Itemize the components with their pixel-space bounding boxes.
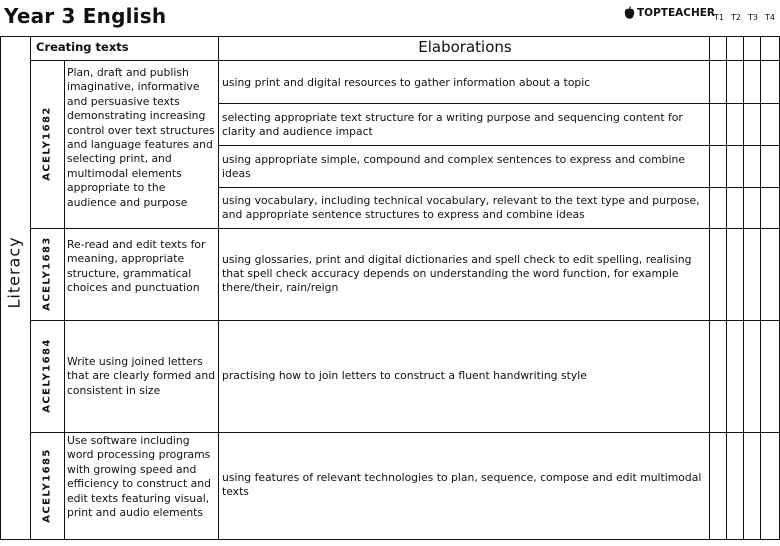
elaborations-heading: Elaborations (418, 38, 512, 56)
row-divider (30, 432, 780, 433)
description-column-divider (218, 36, 219, 540)
content-code: ACELY1684 (41, 338, 53, 413)
elaboration-column-divider (709, 36, 710, 540)
elaboration-text: selecting appropriate text structure for a writing purpose and sequencing content for clarity and audience impact (222, 111, 683, 138)
content-code: ACELY1683 (41, 236, 53, 311)
term-divider-1 (726, 36, 727, 540)
elaboration-divider (218, 103, 780, 104)
elaboration-text: using features of relevant technologies to plan, sequence, compose and edit multimodal texts (222, 471, 702, 498)
elaboration-divider (218, 187, 780, 188)
apple-icon (624, 6, 635, 20)
term-label-t4: T4 (765, 13, 775, 22)
term-label-t3: T3 (748, 13, 758, 22)
elaboration-text: using vocabulary, including technical vocabulary, relevant to the text type and purpose, and appropriate sentence structures to express and combine ideas (222, 194, 700, 221)
brand-logo (624, 6, 715, 20)
content-description: Plan, draft and publish imaginative, informative and persuasive texts demonstrating increasing control over text structures and language features and selecting print, and multimodal elements appropriate to the audience and purpose (67, 66, 215, 209)
content-code: ACELY1682 (41, 106, 53, 181)
strand-label: Literacy (4, 236, 24, 309)
term-divider-2 (743, 36, 744, 540)
content-description: Use software including word processing programs with growing speed and efficiency to construct and edit texts featuring visual, print and audio elements (67, 434, 211, 520)
term-label-t2: T2 (731, 13, 741, 22)
elaboration-text: using glossaries, print and digital dictionaries and spell check to edit spelling, realising that spell check accuracy depends on understanding the word function, for example there/their, rain/reign (222, 253, 692, 294)
logo-text: TOPTEACHER (637, 7, 715, 19)
elaboration-text: using appropriate simple, compound and complex sentences to express and combine ideas (222, 153, 685, 180)
content-description: Write using joined letters that are clearly formed and consistent in size (67, 355, 216, 397)
content-description: Re-read and edit texts for meaning, appropriate structure, grammatical choices and punctuation (67, 238, 206, 295)
page-title: Year 3 English (4, 4, 167, 28)
term-divider-3 (760, 36, 761, 540)
content-code: ACELY1685 (41, 448, 53, 523)
term-label-t1: T1 (714, 13, 724, 22)
row-divider (30, 320, 780, 321)
strand-column-divider (30, 36, 31, 540)
elaboration-divider (218, 145, 780, 146)
elaboration-text: practising how to join letters to construct a fluent handwriting style (222, 369, 587, 382)
section-heading: Creating texts (36, 40, 129, 54)
row-divider (30, 228, 780, 229)
header-divider (30, 60, 780, 61)
code-column-divider (64, 60, 65, 540)
elaboration-text: using print and digital resources to gather information about a topic (222, 76, 591, 89)
